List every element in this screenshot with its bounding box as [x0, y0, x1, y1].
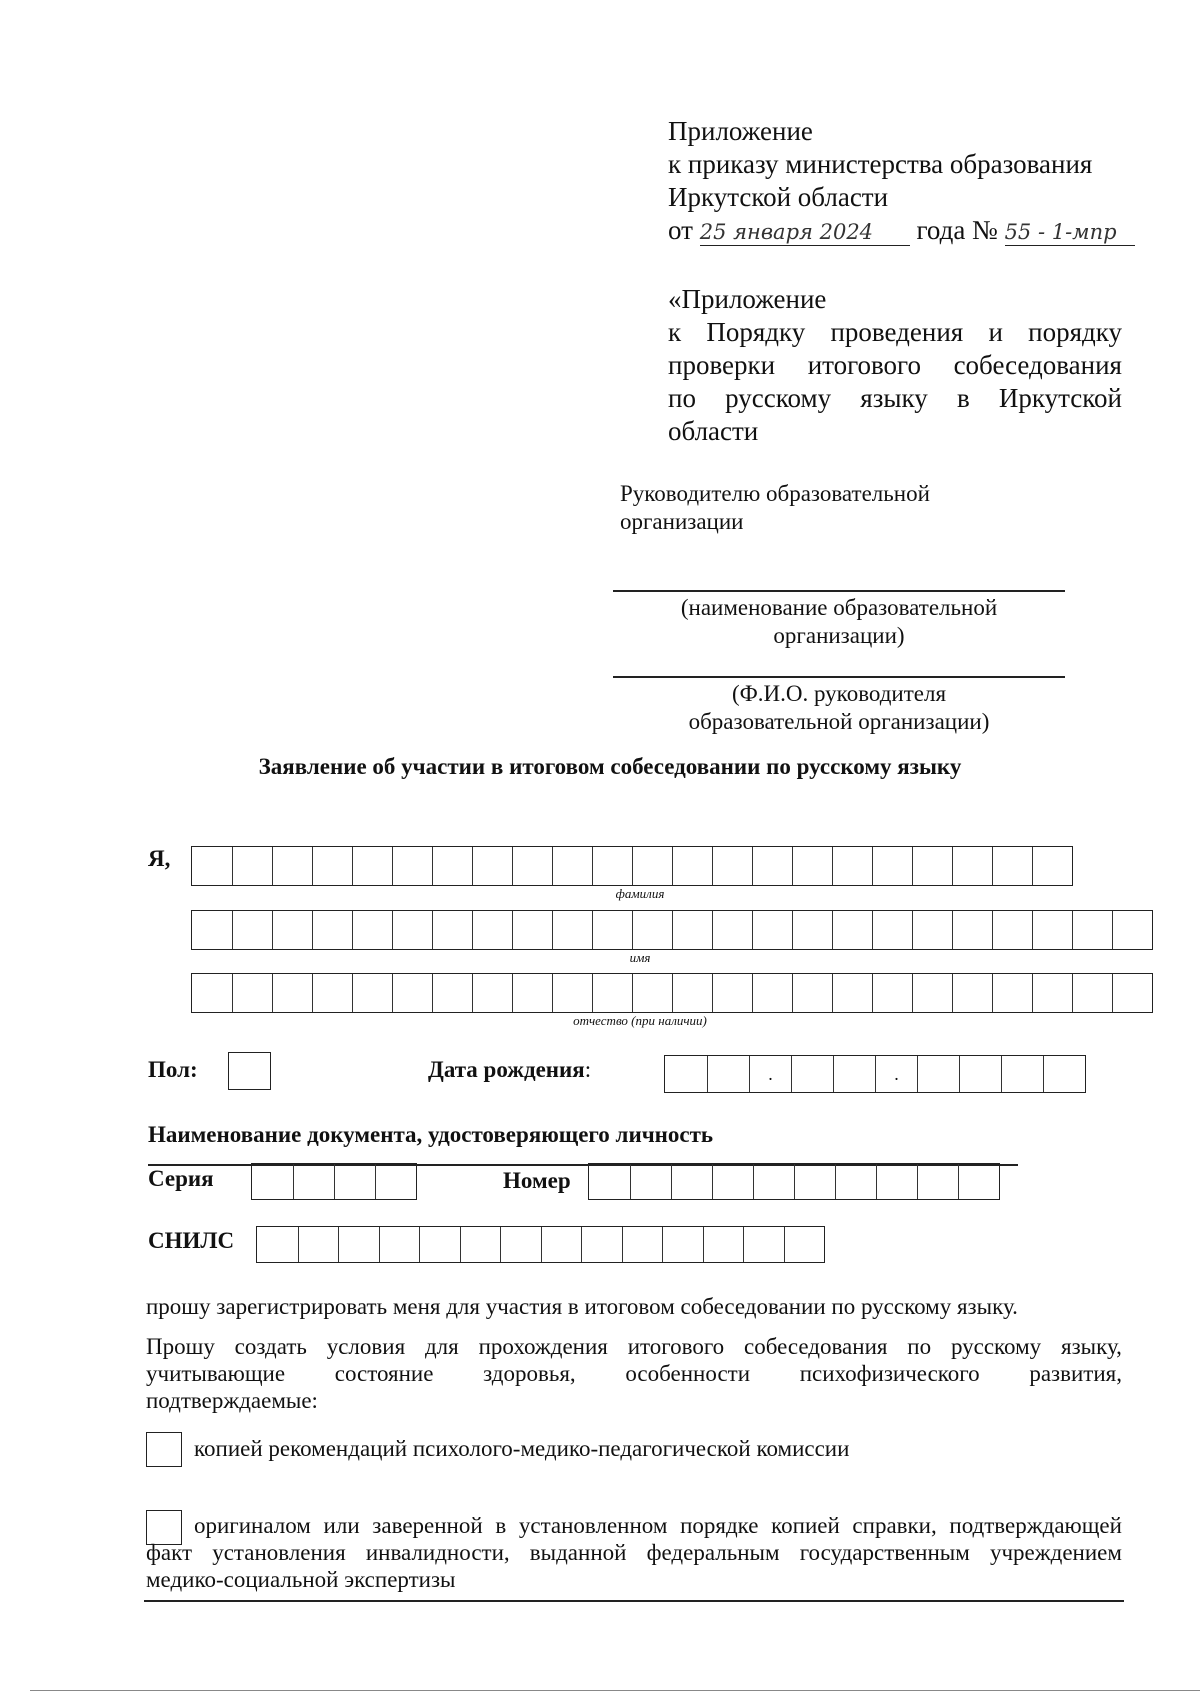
option2-line3: медико-социальной экспертизы [146, 1567, 456, 1592]
conditions-line3: подтверждаемые: [146, 1388, 318, 1413]
inner-appendix-line4 [668, 382, 1122, 415]
grid-cell[interactable] [792, 911, 832, 949]
inner-appendix [668, 283, 1122, 448]
inner-appendix-line5: области [668, 416, 759, 446]
grid-cell[interactable] [232, 974, 272, 1012]
word: оригиналом [194, 1513, 311, 1538]
grid-cell[interactable] [460, 1227, 501, 1262]
grid-cell[interactable] [792, 974, 832, 1012]
grid-cell[interactable] [712, 847, 752, 885]
grid-cell[interactable] [272, 974, 312, 1012]
word: факт [146, 1540, 193, 1565]
word: русскому [725, 383, 832, 413]
grid-cell[interactable] [1112, 974, 1152, 1012]
grid-cell[interactable] [338, 1227, 379, 1262]
grid-cell[interactable] [432, 847, 472, 885]
word: по [668, 383, 696, 413]
grid-cell[interactable] [512, 911, 552, 949]
grid-cell[interactable] [552, 974, 592, 1012]
grid-cell[interactable] [352, 974, 392, 1012]
grid-cell[interactable] [592, 847, 632, 885]
grid-cell[interactable] [992, 974, 1032, 1012]
grid-cell[interactable] [707, 1056, 749, 1092]
conditions-line1 [146, 1333, 1122, 1360]
word: здоровья, [483, 1361, 576, 1386]
grid-cell[interactable] [712, 1164, 753, 1199]
word: Прошу [146, 1334, 215, 1359]
grid-cell[interactable] [703, 1227, 744, 1262]
word: справки, [852, 1513, 937, 1538]
grid-cell[interactable]: . [749, 1056, 791, 1092]
option2-line2 [146, 1539, 1122, 1566]
year-number-label: года № [916, 215, 998, 245]
word: психофизического [799, 1361, 980, 1386]
word: для [424, 1334, 459, 1359]
word: Порядку [706, 317, 806, 347]
word: состояние [334, 1361, 434, 1386]
grid-cell[interactable] [712, 974, 752, 1012]
word: условия [326, 1334, 406, 1359]
birth-date-label: Дата рождения: [428, 1057, 592, 1082]
grid-cell[interactable] [622, 1227, 663, 1262]
word: Иркутской [998, 383, 1122, 413]
grid-cell[interactable] [872, 911, 912, 949]
word: итогового [627, 1334, 725, 1359]
grid-cell[interactable] [791, 1056, 833, 1092]
word: развития, [1029, 1361, 1122, 1386]
grid-cell[interactable] [298, 1227, 339, 1262]
grid-cell[interactable] [257, 1227, 298, 1262]
patronymic-caption: отчество (при наличии) [573, 1013, 707, 1028]
grid-cell[interactable] [784, 1227, 825, 1262]
addressee-line2: организации [620, 509, 744, 534]
series-label: Серия [148, 1166, 214, 1191]
word: собеседования [953, 350, 1122, 380]
grid-cell[interactable] [632, 847, 672, 885]
grid-cell[interactable] [293, 1164, 334, 1199]
grid-cell[interactable] [581, 1227, 622, 1262]
grid-cell[interactable] [992, 911, 1032, 949]
word: порядку [1028, 317, 1122, 347]
grid-cell[interactable] [992, 847, 1032, 885]
appendix-region: Иркутской области [668, 182, 889, 212]
grid-cell[interactable] [917, 1056, 959, 1092]
grid-cell[interactable] [876, 1164, 917, 1199]
grid-cell[interactable] [272, 847, 312, 885]
word: создать [234, 1334, 307, 1359]
grid-cell[interactable] [792, 847, 832, 885]
grid-cell[interactable] [1032, 974, 1072, 1012]
grid-cell[interactable] [392, 847, 432, 885]
org-name-caption: (наименование образовательной организации) [680, 595, 998, 648]
conditions-paragraph [146, 1333, 1122, 1414]
grid-cell[interactable] [500, 1227, 541, 1262]
word: в [495, 1513, 507, 1538]
word: инвалидности, [365, 1540, 510, 1565]
grid-cell[interactable] [392, 911, 432, 949]
grid-cell[interactable] [232, 911, 272, 949]
option1-label: копией рекомендаций психолого-медико-педагогической комиссии [194, 1436, 850, 1461]
name-caption: имя [629, 950, 651, 965]
surname-caption: фамилия [615, 886, 665, 901]
number-label: Номер [503, 1168, 571, 1193]
grid-cell[interactable] [379, 1227, 420, 1262]
word: проверки [668, 350, 776, 380]
appendix-title: Приложение [668, 116, 813, 146]
grid-cell[interactable] [832, 847, 872, 885]
grid-cell[interactable] [752, 974, 792, 1012]
word: установления [212, 1540, 346, 1565]
word: копией [771, 1513, 840, 1538]
grid-cell[interactable] [192, 847, 232, 885]
surname-grid[interactable] [191, 846, 1073, 886]
grid-cell[interactable] [753, 1164, 794, 1199]
addressee [620, 480, 930, 536]
grid-cell[interactable] [662, 1227, 703, 1262]
request-text: прошу зарегистрировать меня для участия в итоговом собеседовании по русскому языку. [146, 1294, 1018, 1319]
addressee-line1: Руководителю образовательной [620, 481, 930, 506]
form-title: Заявление об участии в итоговом собеседовании по русскому языку [258, 754, 962, 779]
word: и [988, 317, 1003, 347]
grid-cell[interactable] [752, 847, 792, 885]
scan-edge-line [30, 1690, 1200, 1691]
handwritten-order-number: 55 - 1-мпр [1005, 219, 1135, 246]
grid-cell[interactable] [312, 974, 352, 1012]
grid-cell[interactable] [1072, 974, 1112, 1012]
grid-cell[interactable] [432, 974, 472, 1012]
grid-cell[interactable] [552, 911, 592, 949]
grid-cell[interactable] [432, 911, 472, 949]
grid-cell[interactable] [672, 974, 712, 1012]
grid-cell[interactable] [1032, 847, 1072, 885]
grid-cell[interactable] [352, 911, 392, 949]
head-name-line[interactable] [613, 676, 1065, 678]
word: языку, [1061, 1334, 1122, 1359]
grid-cell[interactable] [832, 911, 872, 949]
identity-doc-label: Наименование документа, удостоверяющего личность [148, 1122, 714, 1147]
grid-cell[interactable] [1072, 911, 1112, 949]
word: собеседования [744, 1334, 888, 1359]
grid-cell[interactable] [833, 1056, 875, 1092]
from-prefix: от [668, 215, 693, 245]
grid-cell[interactable] [630, 1164, 671, 1199]
grid-cell[interactable] [912, 911, 952, 949]
grid-cell[interactable] [712, 911, 752, 949]
grid-cell[interactable] [672, 911, 712, 949]
grid-cell[interactable] [835, 1164, 876, 1199]
word: установленном [518, 1513, 668, 1538]
word: федеральным [646, 1540, 780, 1565]
inner-appendix-line3 [668, 349, 1122, 382]
snils-label: СНИЛС [148, 1228, 235, 1253]
appendix-order-ref: к приказу министерства образования [668, 149, 1093, 179]
snils-grid[interactable] [256, 1226, 825, 1263]
grid-cell[interactable]: . [875, 1056, 917, 1092]
word: особенности [625, 1361, 751, 1386]
grid-cell[interactable] [592, 974, 632, 1012]
head-name-caption: (Ф.И.О. руководителя образовательной организации) [688, 681, 990, 734]
grid-cell[interactable] [472, 847, 512, 885]
grid-cell[interactable] [334, 1164, 375, 1199]
word: заверенной [372, 1513, 483, 1538]
grid-cell[interactable] [472, 974, 512, 1012]
grid-cell[interactable] [917, 1164, 958, 1199]
grid-cell[interactable] [752, 911, 792, 949]
grid-cell[interactable] [832, 974, 872, 1012]
grid-cell[interactable] [552, 847, 592, 885]
grid-cell[interactable] [632, 974, 672, 1012]
word: или [323, 1513, 360, 1538]
grid-cell[interactable] [912, 847, 952, 885]
grid-cell[interactable] [312, 911, 352, 949]
word: подтверждающей [949, 1513, 1122, 1538]
gender-label: Пол: [148, 1057, 198, 1082]
grid-cell[interactable] [512, 847, 552, 885]
word: порядке [680, 1513, 759, 1538]
word: по [907, 1334, 932, 1359]
option1-checkbox[interactable] [146, 1432, 182, 1467]
appendix-date-line [668, 214, 1135, 247]
grid-cell[interactable] [958, 1164, 999, 1199]
grid-cell[interactable] [272, 911, 312, 949]
word: прохождения [478, 1334, 608, 1359]
option2-paragraph [146, 1512, 1122, 1593]
conditions-line2 [146, 1360, 1122, 1387]
section-divider [144, 1600, 1124, 1602]
grid-cell[interactable] [512, 974, 552, 1012]
grid-cell[interactable] [794, 1164, 835, 1199]
grid-cell[interactable] [541, 1227, 582, 1262]
grid-cell[interactable] [1001, 1056, 1043, 1092]
grid-cell[interactable] [665, 1056, 707, 1092]
number-grid[interactable] [588, 1163, 1000, 1200]
grid-cell[interactable] [592, 911, 632, 949]
gender-box[interactable] [228, 1052, 271, 1090]
grid-cell[interactable] [232, 847, 272, 885]
grid-cell[interactable] [743, 1227, 784, 1262]
grid-cell[interactable] [392, 974, 432, 1012]
word: учитывающие [146, 1361, 286, 1386]
birth-date-grid[interactable] [664, 1055, 1086, 1093]
grid-cell[interactable] [872, 847, 912, 885]
word: учреждением [989, 1540, 1122, 1565]
inner-appendix-line2 [668, 316, 1122, 349]
grid-cell[interactable] [671, 1164, 712, 1199]
org-name-line[interactable] [613, 590, 1065, 592]
grid-cell[interactable] [912, 974, 952, 1012]
word: в [956, 383, 970, 413]
word: итогового [807, 350, 921, 380]
grid-cell[interactable] [419, 1227, 460, 1262]
option2-line1 [146, 1512, 1122, 1539]
grid-cell[interactable] [352, 847, 392, 885]
word: русскому [950, 1334, 1042, 1359]
grid-cell[interactable] [672, 847, 712, 885]
grid-cell[interactable] [312, 847, 352, 885]
grid-cell[interactable] [1032, 911, 1072, 949]
grid-cell[interactable] [952, 911, 992, 949]
grid-cell[interactable] [192, 974, 232, 1012]
grid-cell[interactable] [1112, 911, 1152, 949]
grid-cell[interactable] [632, 911, 672, 949]
grid-cell[interactable] [589, 1164, 630, 1199]
inner-appendix-title: «Приложение [668, 284, 827, 314]
appendix-header [668, 115, 1135, 247]
handwritten-date: 25 января 2024 [700, 219, 910, 246]
i-label: Я, [148, 846, 171, 871]
grid-cell[interactable] [192, 911, 232, 949]
grid-cell[interactable] [952, 974, 992, 1012]
patronymic-grid[interactable] [191, 973, 1153, 1013]
series-grid[interactable] [251, 1163, 417, 1200]
word: к [668, 317, 682, 347]
grid-cell[interactable] [872, 974, 912, 1012]
word: проведения [830, 317, 964, 347]
grid-cell[interactable] [952, 847, 992, 885]
word: государственным [799, 1540, 970, 1565]
grid-cell[interactable] [472, 911, 512, 949]
grid-cell[interactable] [959, 1056, 1001, 1092]
name-grid[interactable] [191, 910, 1153, 950]
word: языку [860, 383, 928, 413]
grid-cell[interactable] [1043, 1056, 1085, 1092]
word: выданной [529, 1540, 627, 1565]
grid-cell[interactable] [375, 1164, 416, 1199]
grid-cell[interactable] [252, 1164, 293, 1199]
